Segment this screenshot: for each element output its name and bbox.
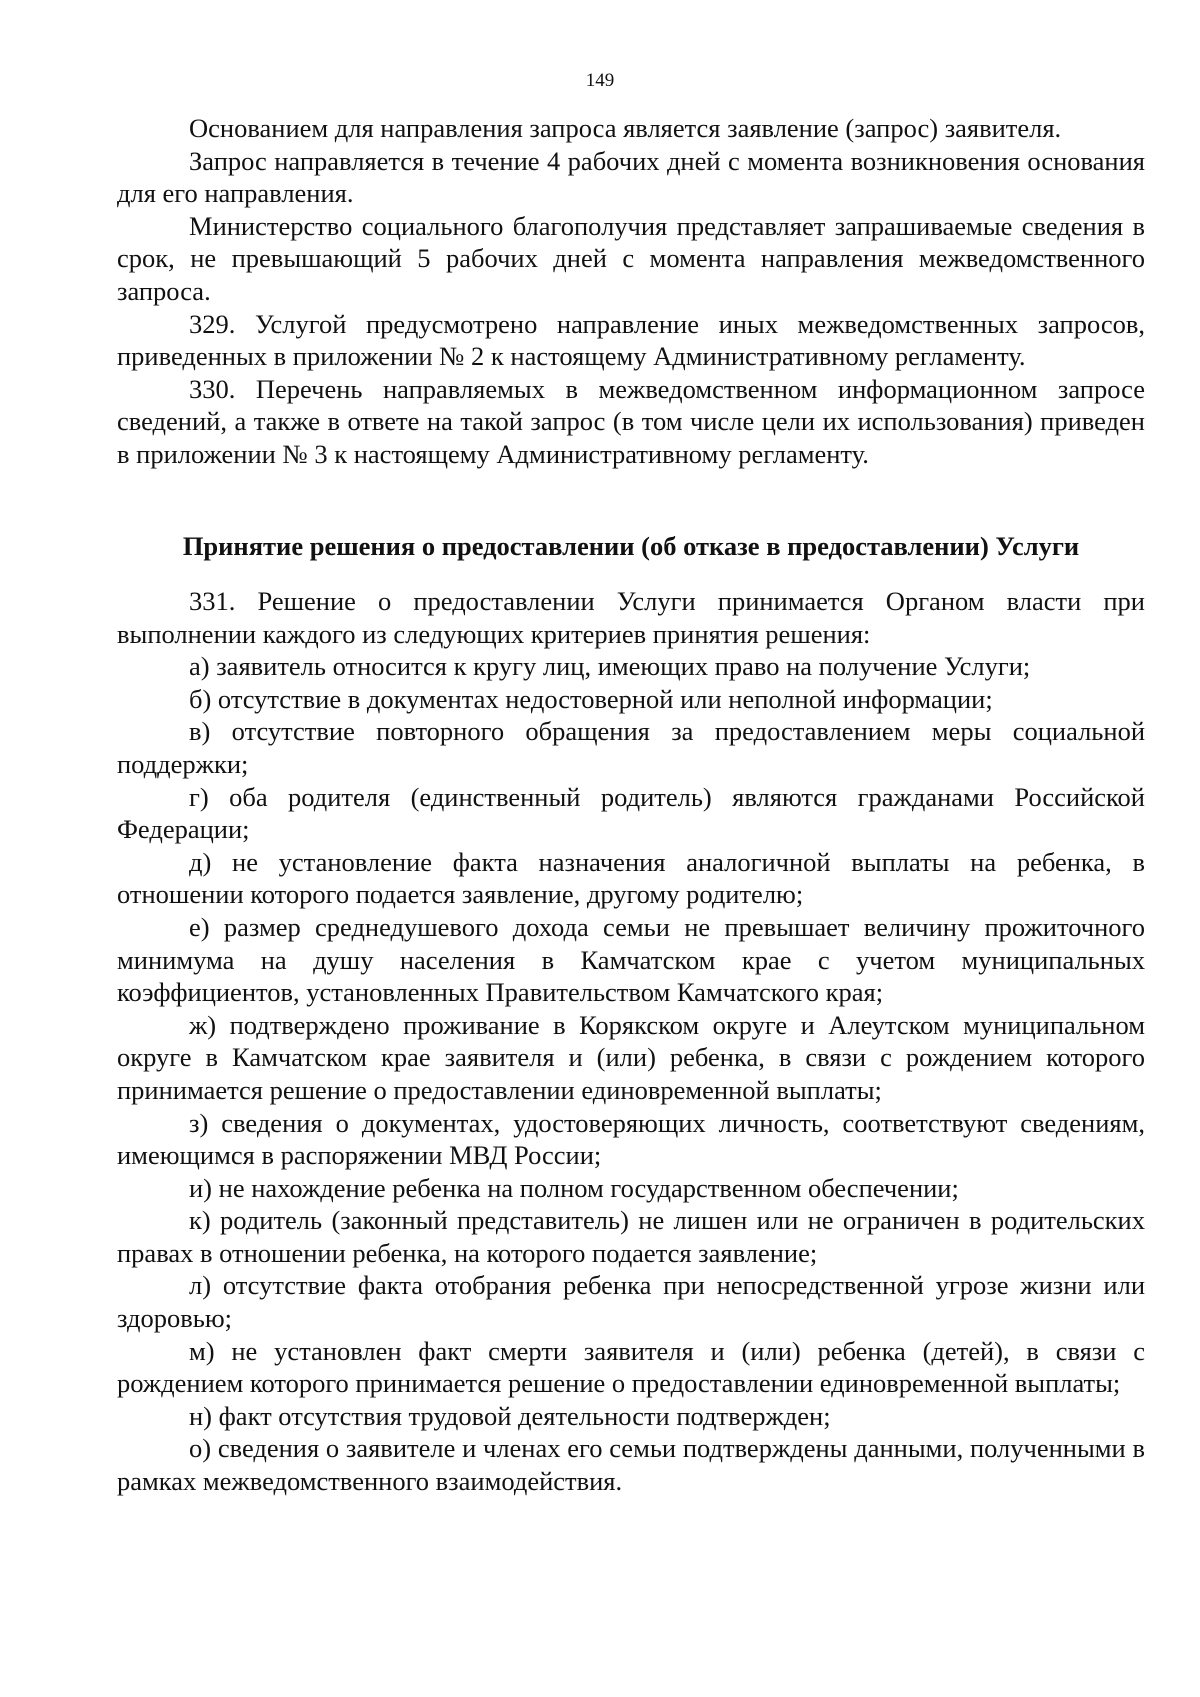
- paragraph: Запрос направляется в течение 4 рабочих дней с момента возникновения основания для его направления.: [117, 145, 1145, 209]
- section-heading: Принятие решения о предоставлении (об отказе в предоставлении) Услуги: [182, 531, 1080, 561]
- list-item: б) отсутствие в документах недостоверной или неполной информации;: [189, 683, 993, 714]
- list-item: е) размер среднедушевого дохода семьи не превышает величину прожиточного минимума на душу населения в Камчатском крае с учетом муниципальных коэффициентов, установленных Правительством Камчатского края;: [117, 911, 1145, 1008]
- list-item: н) факт отсутствия трудовой деятельности подтвержден;: [189, 1400, 831, 1431]
- top-text-block: [117, 112, 1145, 471]
- list-item: ж) подтверждено проживание в Корякском округе и Алеутском муниципальном округе в Камчатском крае заявителя и (или) ребенка, в связи с рождением которого принимается решение о предоставлении единовременной выплаты;: [117, 1009, 1145, 1105]
- list-item: г) оба родителя (единственный родитель) являются гражданами Российской Федерации;: [117, 781, 1145, 845]
- list-item: к) родитель (законный представитель) не лишен или не ограничен в родительских правах в отношении ребенка, на которого подается заявление;: [117, 1205, 1145, 1268]
- paragraph: 330. Перечень направляемых в межведомственном информационном запросе сведений, а также в ответе на такой запрос (в том числе цели их использования) приведен в приложении № 3 к настоящему Административному регламенту.: [117, 373, 1145, 469]
- paragraph: Основанием для направления запроса является заявление (запрос) заявителя.: [189, 113, 1062, 143]
- page-number: 149: [585, 70, 615, 91]
- list-item: о) сведения о заявителе и членах его семьи подтверждены данными, полученными в рамках межведомственного взаимодействия.: [117, 1433, 1145, 1497]
- list-item: л) отсутствие факта отобрания ребенка при непосредственной угрозе жизни или здоровью;: [117, 1270, 1145, 1334]
- list-item: з) сведения о документах, удостоверяющих личность, соответствуют сведениям, имеющимся в распоряжении МВД России;: [117, 1107, 1145, 1171]
- list-item: и) не нахождение ребенка на полном государственном обеспечении;: [189, 1172, 959, 1203]
- paragraph: 331. Решение о предоставлении Услуги принимается Органом власти при выполнении каждого из следующих критериев принятия решения:: [117, 586, 1145, 649]
- section-text-block: [117, 585, 1145, 1498]
- list-item: д) не установление факта назначения аналогичной выплаты на ребенка, в отношении которого подается заявление, другому родителю;: [117, 846, 1145, 910]
- list-item: в) отсутствие повторного обращения за предоставлением меры социальной поддержки;: [117, 716, 1145, 779]
- list-item: а) заявитель относится к кругу лиц, имеющих право на получение Услуги;: [189, 651, 1031, 682]
- paragraph: Министерство социального благополучия представляет запрашиваемые сведения в срок, не превышающий 5 рабочих дней с момента направления межведомственного запроса.: [117, 210, 1145, 306]
- paragraph: 329. Услугой предусмотрено направление иных межведомственных запросов, приведенных в приложении № 2 к настоящему Административному регламенту.: [117, 308, 1145, 372]
- list-item: м) не установлен факт смерти заявителя и (или) ребенка (детей), в связи с рождением которого принимается решение о предоставлении единовременной выплаты;: [117, 1335, 1145, 1399]
